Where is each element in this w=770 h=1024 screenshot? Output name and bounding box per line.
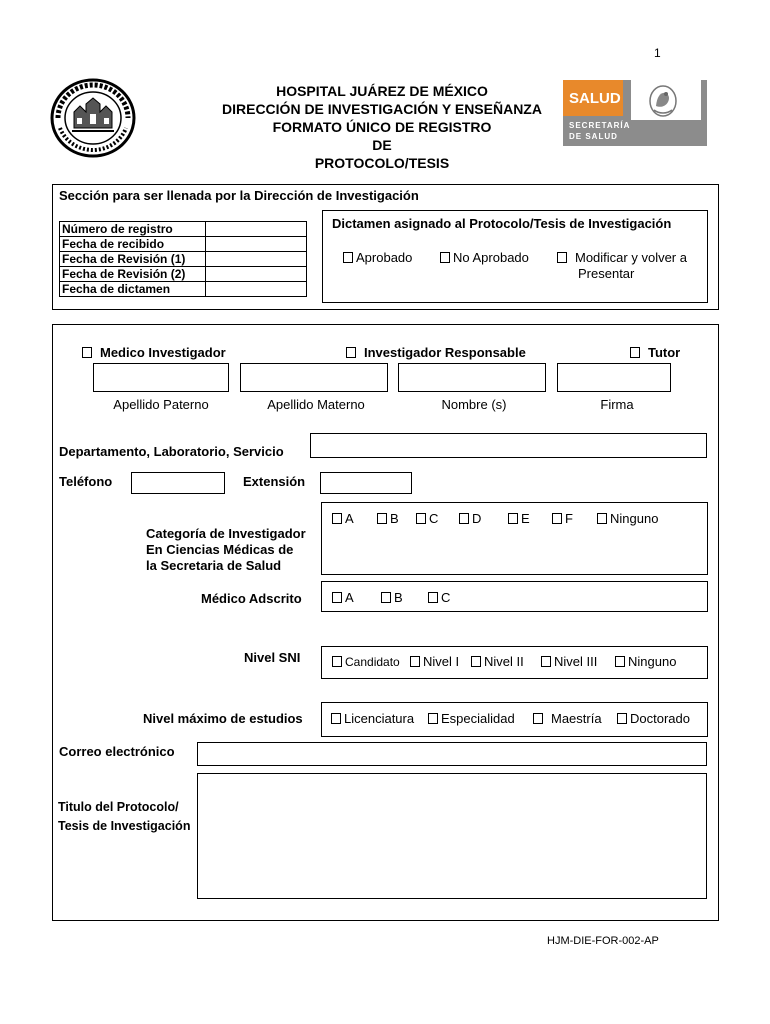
adscrito-box <box>321 581 708 612</box>
tutor-option[interactable]: Tutor <box>630 345 680 360</box>
categoria-option[interactable]: D <box>459 511 481 526</box>
registry-label: Fecha de Revisión (1) <box>60 252 206 267</box>
header-line4: DE <box>372 137 392 153</box>
checkbox-icon[interactable] <box>428 592 438 603</box>
estudios-option[interactable]: Maestría <box>533 711 602 726</box>
checkbox-icon[interactable] <box>416 513 426 524</box>
no-aprobado-option[interactable]: No Aprobado <box>440 250 529 265</box>
checkbox-icon[interactable] <box>533 713 543 724</box>
table-row <box>60 252 307 267</box>
registry-value-field[interactable] <box>206 267 307 282</box>
adscrito-option[interactable]: B <box>381 590 403 605</box>
extension-label: Extensión <box>243 474 306 489</box>
categoria-label-line3: la Secretaria de Salud <box>146 558 282 573</box>
checkbox-icon[interactable] <box>630 347 640 358</box>
correo-input[interactable] <box>197 742 707 766</box>
titulo-label-line2: Tesis de Investigación <box>58 819 191 833</box>
categoria-option[interactable]: C <box>416 511 438 526</box>
sni-option[interactable]: Nivel I <box>410 654 459 669</box>
table-row <box>60 282 307 297</box>
sni-label: Nivel SNI <box>244 650 301 665</box>
firma-input[interactable] <box>557 363 671 392</box>
estudios-option[interactable]: Licenciatura <box>331 711 414 726</box>
categoria-option[interactable]: A <box>332 511 354 526</box>
page-number: 1 <box>654 46 661 60</box>
header-line5: PROTOCOLO/TESIS <box>314 155 450 171</box>
checkbox-icon[interactable] <box>377 513 387 524</box>
checkbox-icon[interactable] <box>459 513 469 524</box>
telefono-input[interactable] <box>131 472 225 494</box>
checkbox-icon[interactable] <box>508 513 518 524</box>
salud-logo-title: SALUD <box>569 90 621 107</box>
checkbox-icon[interactable] <box>428 713 438 724</box>
departamento-label: Departamento, Laboratorio, Servicio <box>59 444 284 459</box>
apellido-materno-label: Apellido Materno <box>267 397 365 412</box>
apellido-paterno-input[interactable] <box>93 363 229 392</box>
header-line2: DIRECCIÓN DE INVESTIGACIÓN Y ENSEÑANZA <box>222 101 542 117</box>
checkbox-icon[interactable] <box>332 592 342 603</box>
checkbox-icon[interactable] <box>541 656 551 667</box>
categoria-option[interactable]: F <box>552 511 573 526</box>
registry-label: Fecha de recibido <box>60 237 206 252</box>
titulo-label-line1: Titulo del Protocolo/ <box>58 800 179 814</box>
checkbox-icon[interactable] <box>346 347 356 358</box>
checkbox-icon[interactable] <box>332 656 342 667</box>
checkbox-icon[interactable] <box>331 713 341 724</box>
salud-logo-line2: DE SALUD <box>569 132 618 141</box>
categoria-option[interactable]: B <box>377 511 399 526</box>
modificar-option-line2: Presentar <box>578 266 635 281</box>
adscrito-option[interactable]: A <box>332 590 354 605</box>
mexico-eagle-emblem-icon <box>647 84 679 118</box>
categoria-label-line2: En Ciencias Médicas de <box>146 542 294 557</box>
checkbox-icon[interactable] <box>597 513 607 524</box>
checkbox-icon[interactable] <box>82 347 92 358</box>
sni-option[interactable]: Candidato <box>332 654 400 669</box>
registry-label: Número de registro <box>60 222 206 237</box>
checkbox-icon[interactable] <box>343 252 353 263</box>
header-line1: HOSPITAL JUÁREZ DE MÉXICO <box>276 83 488 99</box>
correo-label: Correo electrónico <box>59 744 175 759</box>
checkbox-icon[interactable] <box>617 713 627 724</box>
estudios-option[interactable]: Especialidad <box>428 711 515 726</box>
header-line3: FORMATO ÚNICO DE REGISTRO <box>272 119 492 135</box>
table-row <box>60 222 307 237</box>
sni-option[interactable]: Nivel III <box>541 654 597 669</box>
checkbox-icon[interactable] <box>615 656 625 667</box>
aprobado-option[interactable]: Aprobado <box>343 250 412 265</box>
direction-section-title: Sección para ser llenada por la Dirección de Investigación <box>59 188 419 203</box>
categoria-option[interactable]: E <box>508 511 530 526</box>
hospital-seal-logo <box>50 78 136 158</box>
checkbox-icon[interactable] <box>381 592 391 603</box>
registry-value-field[interactable] <box>206 282 307 297</box>
checkbox-icon[interactable] <box>557 252 567 263</box>
registry-value-field[interactable] <box>206 252 307 267</box>
checkbox-icon[interactable] <box>410 656 420 667</box>
firma-label: Firma <box>600 397 634 412</box>
registry-value-field[interactable] <box>206 237 307 252</box>
registry-label: Fecha de dictamen <box>60 282 206 297</box>
registry-table <box>59 221 307 297</box>
checkbox-icon[interactable] <box>440 252 450 263</box>
telefono-label: Teléfono <box>59 474 113 489</box>
estudios-label: Nivel máximo de estudios <box>143 711 303 726</box>
departamento-input[interactable] <box>310 433 707 458</box>
investigador-responsable-option[interactable]: Investigador Responsable <box>346 345 526 360</box>
checkbox-icon[interactable] <box>471 656 481 667</box>
registry-label: Fecha de Revisión (2) <box>60 267 206 282</box>
medico-investigador-option[interactable]: Medico Investigador <box>82 345 226 360</box>
registry-value-field[interactable] <box>206 222 307 237</box>
categoria-option[interactable]: Ninguno <box>597 511 658 526</box>
estudios-option[interactable]: Doctorado <box>617 711 690 726</box>
adscrito-label: Médico Adscrito <box>201 591 302 606</box>
sni-option[interactable]: Nivel II <box>471 654 524 669</box>
nombre-label: Nombre (s) <box>441 397 507 412</box>
adscrito-option[interactable]: C <box>428 590 450 605</box>
apellido-materno-input[interactable] <box>240 363 388 392</box>
checkbox-icon[interactable] <box>332 513 342 524</box>
categoria-label-line1: Categoría de Investigador <box>146 526 306 541</box>
apellido-paterno-label: Apellido Paterno <box>113 397 209 412</box>
table-row <box>60 237 307 252</box>
titulo-input[interactable] <box>197 773 707 899</box>
dictamen-title: Dictamen asignado al Protocolo/Tesis de Investigación <box>332 216 672 231</box>
form-code: HJM-DIE-FOR-002-AP <box>547 935 659 947</box>
nombre-input[interactable] <box>398 363 546 392</box>
modificar-option[interactable]: Modificar y volver a <box>557 250 687 265</box>
checkbox-icon[interactable] <box>552 513 562 524</box>
salud-logo-line1: SECRETARÍA <box>569 121 631 130</box>
sni-option[interactable]: Ninguno <box>615 654 676 669</box>
extension-input[interactable] <box>320 472 412 494</box>
table-row <box>60 267 307 282</box>
